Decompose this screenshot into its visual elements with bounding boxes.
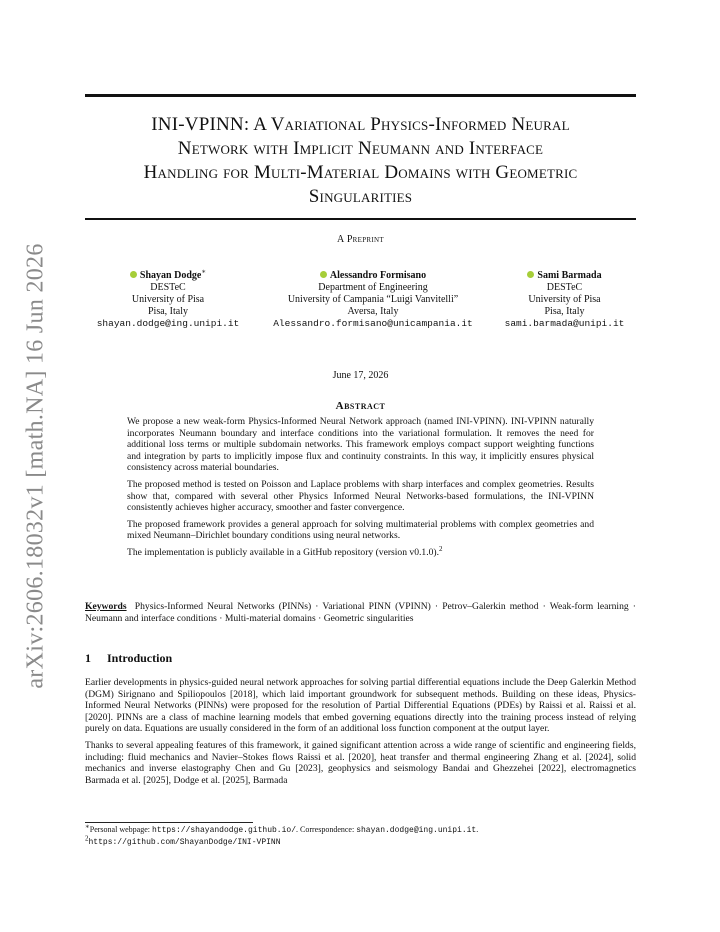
footnotes — [85, 822, 636, 848]
abstract-paragraph-last — [127, 544, 594, 559]
footnote-marker: ∗ — [85, 822, 90, 831]
abstract-body — [127, 416, 594, 564]
author-email[interactable]: shayan.dodge@ing.unipi.it — [96, 318, 240, 329]
author-block — [85, 267, 636, 340]
author-affiliation: DESTeC — [150, 282, 186, 293]
author-name: Sami Barmada — [537, 270, 602, 281]
author-institution: University of Pisa — [131, 294, 205, 305]
author-location: Aversa, Italy — [347, 306, 399, 317]
title-line-2: Network with Implicit Neumann and Interface — [177, 138, 544, 159]
author-email[interactable]: Alessandro.formisano@unicampania.it — [273, 318, 473, 329]
abstract-paragraph: We propose a new weak-form Physics-Informed Neural Network approach (named INI-VPINN). INI-VPINN naturally incorporates Neumann boundary and interface conditions into the variational formulation. It removes the need for additional loss terms or multiple subdomain networks. This framework employs compact support weighting functions and integration by parts to implicitly impose flux and continuity constraints. In this way, it implicitly ensures physical consistency across material boundaries. — [127, 416, 594, 474]
author-affiliation: DESTeC — [546, 282, 583, 293]
abstract-paragraph: The proposed framework provides a general approach for solving multimaterial problems with complex geometries and mixed Neumann–Dirichlet boundary conditions using neural networks. — [127, 518, 594, 542]
keywords-label: Keywords — [85, 601, 127, 612]
abstract-heading: Abstract — [335, 400, 386, 412]
publication-date: June 17, 2026 — [332, 370, 389, 381]
arxiv-identifier[interactable]: arXiv:2606.18032v1 [math.NA] 16 Jun 2026 — [22, 243, 49, 689]
keywords-block — [85, 601, 636, 625]
abstract-paragraph: The proposed method is tested on Poisson and Laplace problems with sharp interfaces and complex geometries. Results show that, compared with several other Physics Informed Neural Networks-based formulations, the INI-VPINN consistently achieves higher accuracy, smoother and faster convergence. — [127, 478, 594, 514]
author-1 — [88, 267, 248, 330]
section-heading — [85, 651, 172, 666]
orcid-icon[interactable] — [130, 271, 137, 278]
footnote-marker: 2 — [85, 833, 89, 842]
title-bottom-rule — [85, 218, 636, 220]
paper-title — [85, 113, 636, 209]
title-line-4: Singularities — [308, 186, 413, 207]
orcid-icon[interactable] — [320, 271, 327, 278]
footnote-text: . Correspondence: — [296, 825, 357, 834]
author-3 — [493, 270, 636, 330]
abstract-paragraph-text: The implementation is publicly available in a GitHub repository (version v0.1.0). — [127, 546, 439, 558]
author-email[interactable]: sami.barmada@unipi.it — [504, 318, 625, 329]
section-body — [85, 677, 636, 791]
author-affiliation: Department of Engineering — [318, 282, 428, 293]
author-name: Shayan Dodge — [139, 270, 202, 281]
footnote-text: Personal webpage: — [89, 825, 152, 834]
author-footnote-marker[interactable]: ∗ — [201, 267, 207, 276]
author-2 — [265, 270, 481, 330]
footnote-1 — [85, 822, 636, 837]
author-institution: University of Pisa — [528, 294, 601, 305]
orcid-icon[interactable] — [527, 271, 534, 278]
footnote-rule — [85, 822, 253, 823]
title-line-1: INI-VPINN: A Variational Physics-Informed Neural — [151, 114, 570, 135]
title-line-3: Handling for Multi-Material Domains with Geometric — [143, 162, 578, 183]
author-location: Pisa, Italy — [544, 306, 585, 317]
correspondence-email-link[interactable]: shayan.dodge@ing.unipi.it — [356, 826, 477, 835]
keywords-list: Physics-Informed Neural Networks (PINNs) · Variational PINN (VPINN) · Petrov–Galerkin method · Weak-form learning · Neumann and interface conditions · Multi-material domains · Geometric singularities — [85, 601, 636, 624]
section-title: Introduction — [107, 651, 173, 665]
section-number: 1 — [85, 651, 91, 665]
title-top-rule — [85, 94, 636, 97]
footnote-2 — [85, 833, 636, 849]
preprint-label: A Preprint — [337, 234, 384, 245]
homepage-link[interactable]: https://shayandodge.github.io/ — [151, 826, 296, 835]
body-paragraph: Thanks to several appealing features of this framework, it gained significant attention across a wide range of scientific and engineering fields, including: fluid mechanics and Navier–Stokes flows Raissi et al. [2020], heat transfer and thermal engineering Zhang et al. [2024], solid mechanics and inverse elastography Chen and Gu [2023], geophysics and seismology Bandai and Ghezzehei [2022], electromagnetics Barmada et al. [2025], Dodge et al. [2025], Barmada — [85, 739, 636, 786]
footnote-text: . — [476, 825, 479, 834]
author-institution: University of Campania “Luigi Vanvitelli” — [287, 294, 459, 305]
body-paragraph: Earlier developments in physics-guided neural network approaches for solving partial differential equations include the Deep Galerkin Method (DGM) Sirignano and Spiliopoulos [2018], which laid important groundwork for subsequent methods. Building on these ideas, Physics-Informed Neural Networks (PINNs) were proposed for the resolution of Partial Differential Equations (PDEs) by Raissi et al. Raissi et al. [2020]. PINNs are a class of machine learning models that embed governing equations directly into the training process instead of relying purely on data. Equations are usually considered in the form of an additional loss function component at the output layer. — [85, 677, 636, 735]
author-name: Alessandro Formisano — [329, 270, 427, 281]
footnote-marker[interactable]: 2 — [439, 544, 443, 553]
github-repo-link[interactable]: https://github.com/ShayanDodge/INI-VPINN — [88, 837, 281, 847]
author-location: Pisa, Italy — [148, 306, 188, 317]
